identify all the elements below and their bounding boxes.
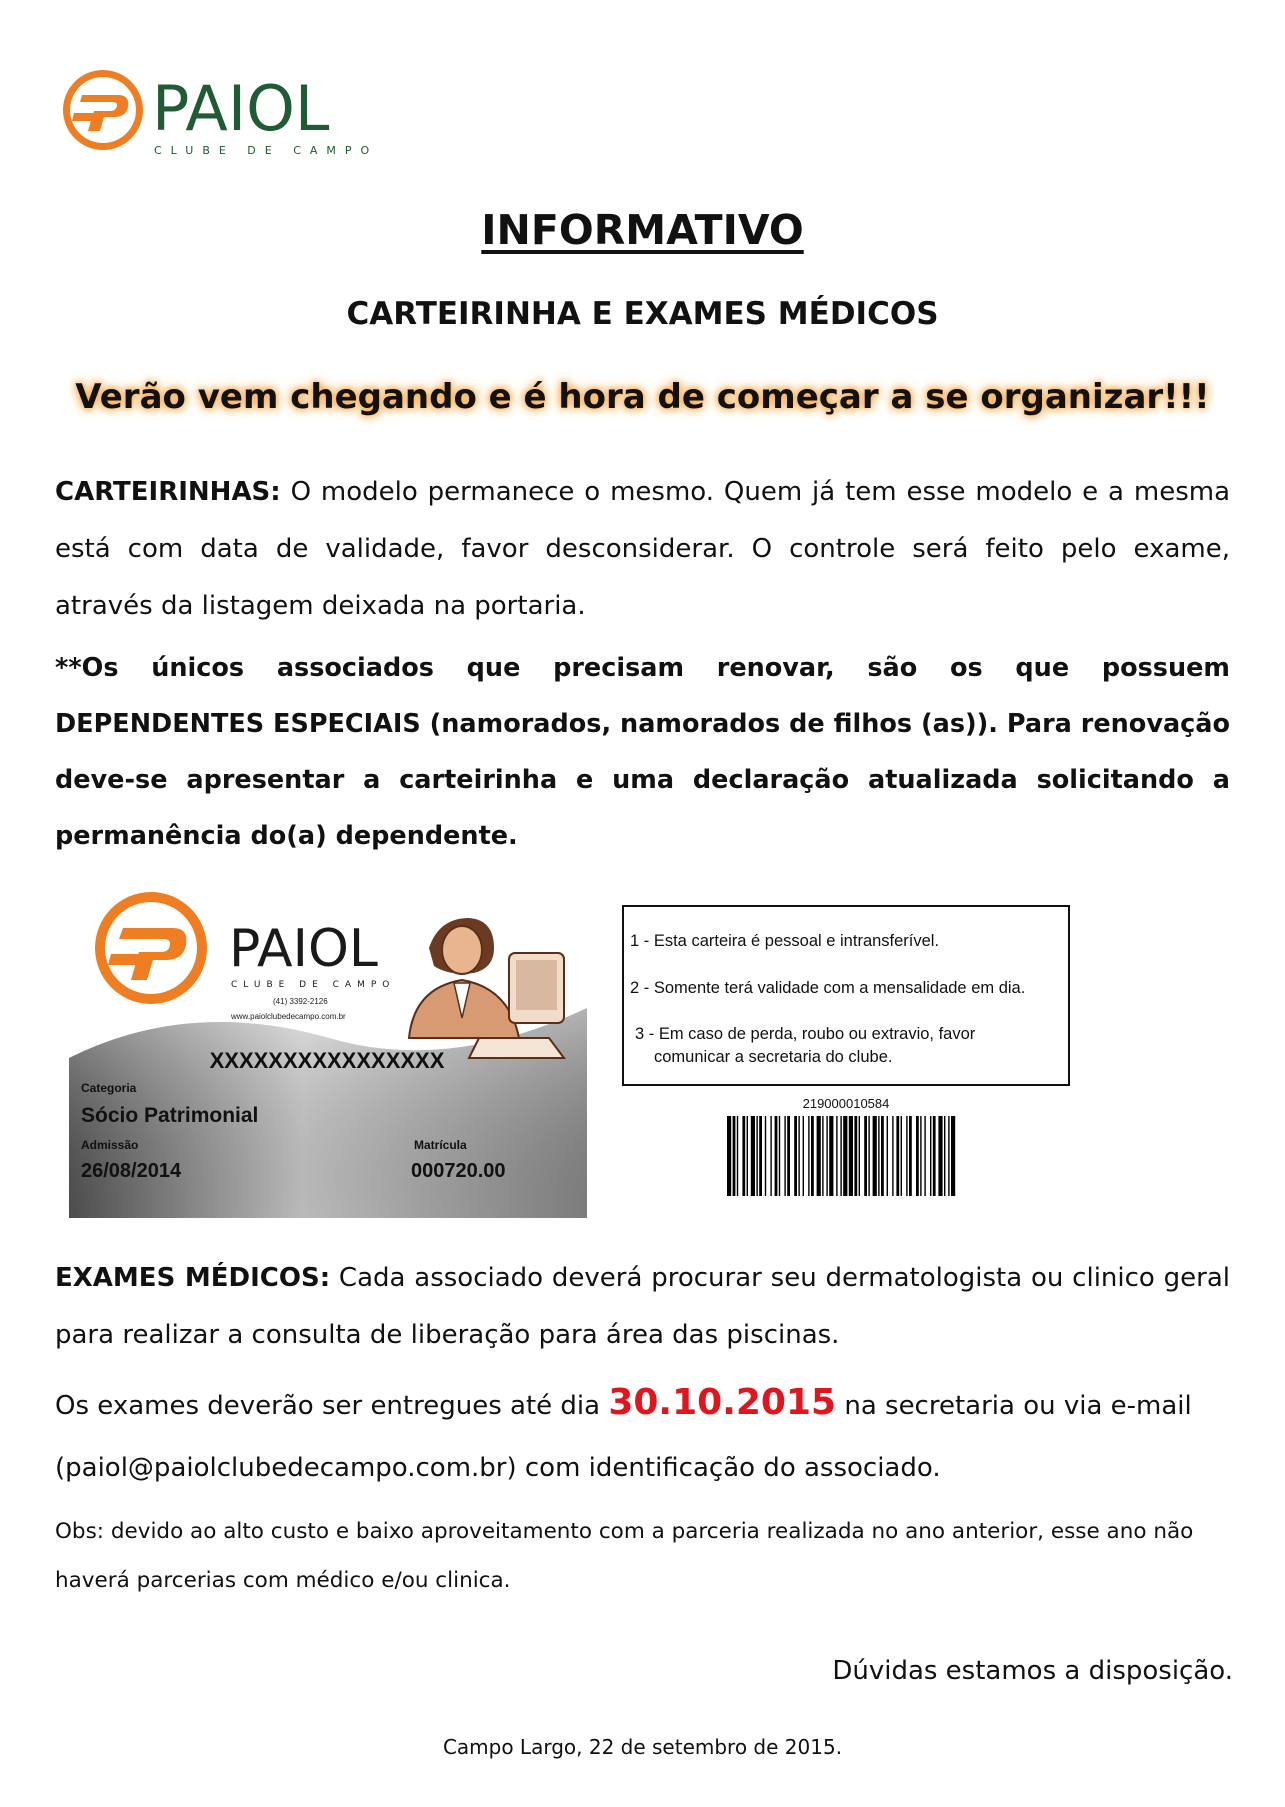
club-logo [60,55,410,173]
carteirinhas-text: O modelo permanece o mesmo. Quem já tem esse modelo e a mesma está com data de validade, favor desconsiderar. O controle será feito pelo exame, através da listagem deixada na portaria. [55,477,1230,621]
card-website: www.paiolclubedecampo.com.br [231,1012,346,1021]
exames-paragraph [55,1250,1230,1364]
carteirinhas-heading: CARTEIRINHAS: [55,477,281,507]
rule-1: 1 - Esta carteira é pessoal e intransferível. [630,932,940,950]
card-background [69,888,587,1218]
page-subtitle: CARTEIRINHA E EXAMES MÉDICOS [346,296,939,332]
barcode-number: 219000010584 [802,1096,890,1111]
duvidas-text: Dúvidas estamos a disposição. [832,1656,1233,1686]
card-member-name: XXXXXXXXXXXXXXXX [209,1048,445,1073]
card-categoria-value: Sócio Patrimonial [81,1104,259,1127]
exames-heading: EXAMES MÉDICOS: [55,1263,331,1293]
highlight-tagline: Verão vem chegando e é hora de começar a se organizar!!! [75,377,1210,417]
deadline-date: 30.10.2015 [608,1382,837,1423]
card-rules-box [622,905,1070,1086]
card-matricula-label: Matrícula [414,1138,467,1152]
card-admissao-value: 26/08/2014 [81,1160,182,1182]
barcode-icon [727,1116,957,1196]
card-logo-tagline: CLUBE DE CAMPO [231,980,396,990]
entrega-line [55,1372,1230,1437]
entrega-text-after: na secretaria ou via e-mail [836,1391,1192,1421]
logo-wordmark: PAIOL [152,72,330,145]
exames-section [55,1250,1230,1499]
rule-2: 2 - Somente terá validade com a mensalidade em dia. [630,979,1026,997]
logo-tagline: CLUBE DE CAMPO [154,144,379,157]
carteirinhas-paragraph [55,464,1230,635]
rule-3-continued: comunicar a secretaria do clube. [654,1048,893,1066]
card-matricula-value: 000720.00 [411,1160,506,1182]
page-title: INFORMATIVO [481,206,804,254]
entrega-text-before: Os exames deverão ser entregues até dia [55,1391,609,1421]
place-date: Campo Largo, 22 de setembro de 2015. [442,1735,843,1759]
card-logo-wordmark: PAIOL [229,919,378,979]
card-admissao-label: Admissão [81,1138,139,1152]
card-phone: (41) 3392-2126 [273,997,328,1006]
paiol-logo-icon [60,55,410,173]
rule-3: 3 - Em caso de perda, roubo ou extravio, favor [635,1025,976,1043]
email-line: (paiol@paiolclubedecampo.com.br) com identificação do associado. [55,1453,941,1483]
membership-card [69,888,587,1218]
exames-text: Cada associado deverá procurar seu dermatologista ou clinico geral para realizar a consulta de liberação para área das piscinas. [55,1263,1230,1350]
card-categoria-label: Categoria [81,1081,137,1095]
obs-note: Obs: devido ao alto custo e baixo aproveitamento com a parceria realizada no ano anterior, esse ano não haverá parcerias com médico e/ou clinica. [55,1519,1194,1593]
dependentes-notice: **Os únicos associados que precisam renovar, são os que possuem DEPENDENTES ESPECIAIS (namorados, namorados de filhos (as)). Para renovação deve-se apresentar a carteirinha e uma declaração atualizada solicitando a permanência do(a) dependente. [55,653,1230,851]
